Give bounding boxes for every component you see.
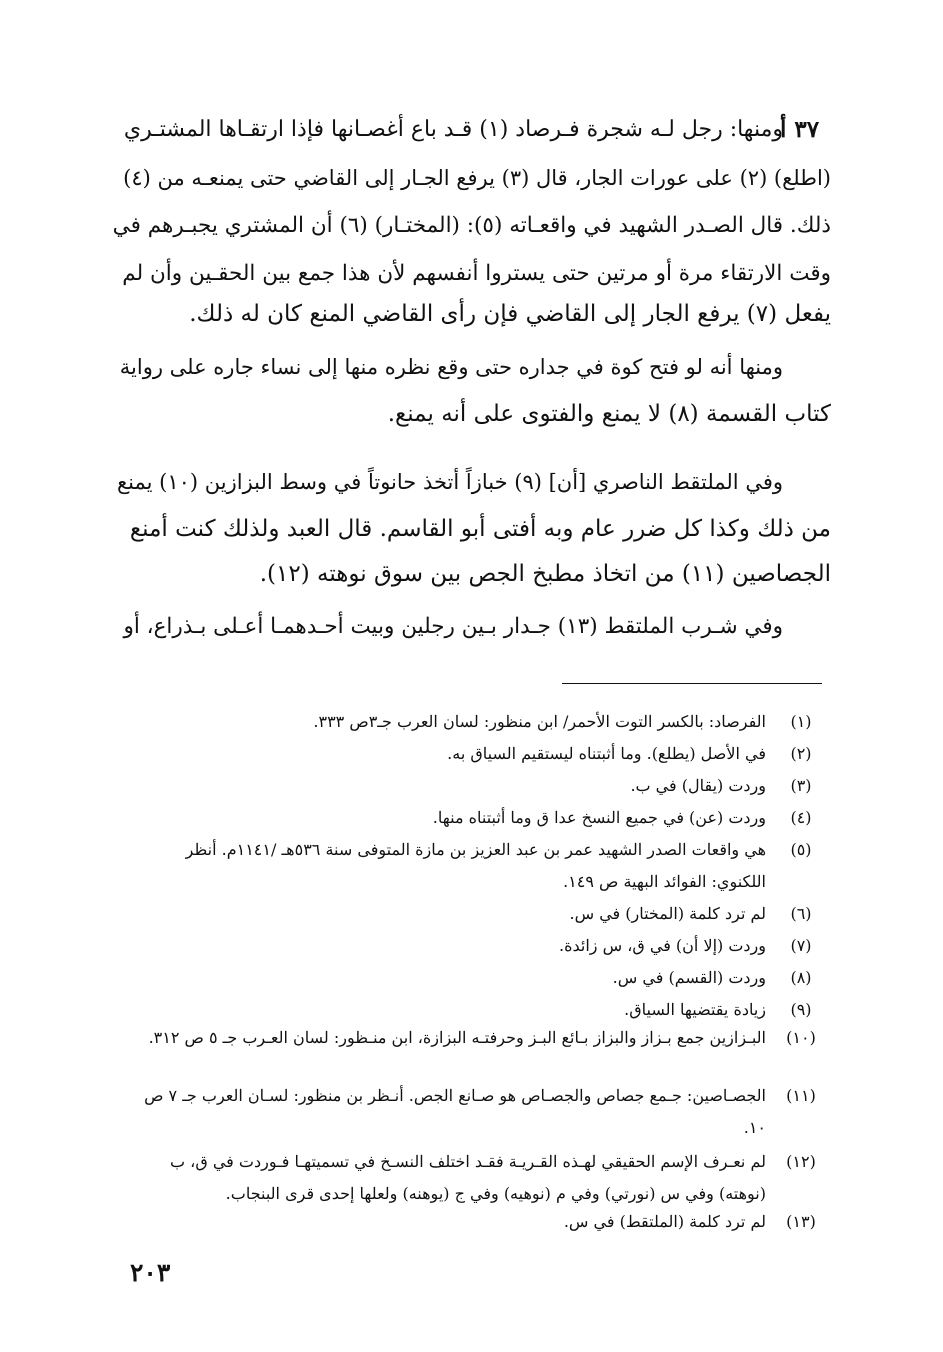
footnote-text: لم ترد كلمة (الملتقط) في س.: [563, 1212, 766, 1231]
footnote-text: الجصـاصين: جـمع جصاص والجصـاص هو صـانع الجص. أنـظر بن منظور: لسـان العرب جـ ٧ ص ١٠.: [144, 1086, 766, 1137]
footnote: [180, 898, 821, 930]
body-line: وقت الارتقاء مرة أو مرتين حتى يستروا أنفسهم لأن هذا جمع بين الحقـين وأن لم: [122, 261, 831, 286]
footnote-text: في الأصل (يطلع). وما أثبتناه ليستقيم السياق به.: [447, 744, 766, 763]
body-line: ومنها أنه لو فتح كوة في جداره حتى وقع نظره منها إلى نساء جاره على رواية: [119, 355, 783, 379]
footnote: [180, 930, 821, 962]
footnote-text: زيادة يقتضيها السياق.: [624, 1000, 766, 1019]
body-line: ذلك. قال الصـدر الشهيد في واقعـاته (٥): (المختـار) (٦) أن المشتري يجبـرهم في: [112, 213, 831, 238]
footnote-number: (٣): [790, 776, 812, 795]
footnote: [180, 962, 821, 994]
body-line: وفي الملتقط الناصري [أن] (٩) خبازاً أتخذ حانوتاً في وسط البزازين (١٠) يمنع: [116, 470, 783, 494]
footnote: [130, 1022, 821, 1054]
footnote-number: (٤): [790, 808, 812, 827]
body-line: يفعل (٧) يرفع الجار إلى القاضي فإن رأى القاضي المنع كان له ذلك.: [189, 301, 831, 327]
footnote-number: (٩): [790, 1000, 812, 1019]
footnote-number: (٨): [790, 968, 812, 987]
body-line: الجصاصين (١١) من اتخاذ مطبخ الجص بين سوق نوهته (١٢).: [259, 561, 831, 587]
body-line: (اطلع) (٢) على عورات الجار، قال (٣) يرفع الجـار إلى القاضي حتى يمنعـه من (٤): [123, 166, 831, 190]
footnote-text: الفرصاد: بالكسر التوت الأحمر/ ابن منظور: لسان العرب جـ٣ص ٣٣٣.: [313, 712, 766, 731]
footnote-text: لم نعـرف الإسم الحقيقي لهـذه القـريـة فقـد اختلف النسـخ في تسميتهـا فـوردت في ق، ب (نوهته) وفي س (نورتي) وفي م (نوهيه) وفي ج (يوهنه) ولعلها إحدى قرى البنجاب.: [170, 1152, 766, 1203]
footnote-number: (٥): [790, 840, 812, 859]
footnote-text: وردت (إلا أن) في ق، س زائدة.: [559, 936, 766, 955]
footnote-number: (٧): [790, 936, 812, 955]
body-line: ومنها: رجل لـه شجرة فـرصاد (١) قـد باع أغصـانها فإذا ارتقـاها المشتـري: [123, 117, 783, 142]
footnote-number: (١٠): [786, 1028, 816, 1047]
manuscript-folio-marker: ٣٧ أ: [780, 116, 820, 143]
footnote-number: (١٢): [786, 1152, 816, 1171]
footnote-separator: [562, 683, 822, 684]
body-line: من ذلك وكذا كل ضرر عام وبه أفتى أبو القاسم. قال العبد ولذلك كنت أمنع: [129, 516, 831, 542]
footnote-text: لم ترد كلمة (المختار) في س.: [569, 904, 766, 923]
body-line: وفي شـرب الملتقط (١٣) جـدار بـين رجلين وبيت أحـدهمـا أعـلى بـذراع، أو: [123, 614, 783, 639]
page-number: ٢٠٣: [130, 1258, 171, 1287]
footnote: [130, 1146, 821, 1210]
footnote-number: (٢): [790, 744, 812, 763]
footnote: [130, 1080, 821, 1144]
footnote-number: (١): [790, 712, 812, 731]
footnote-text: البـزازين جمع بـزاز والبزاز بـائع البـز وحرفتـه البزازة، ابن منـظور: لسان العـرب جـ ٥ ص ٣١٢.: [148, 1028, 766, 1047]
footnote-number: (١١): [786, 1086, 816, 1105]
footnote-text: وردت (يقال) في ب.: [630, 776, 766, 795]
body-line: كتاب القسمة (٨) لا يمنع والفتوى على أنه يمنع.: [387, 401, 831, 427]
footnote-number: (٦): [790, 904, 812, 923]
footnote: [180, 770, 821, 802]
footnote: [130, 834, 821, 898]
footnote: [180, 802, 821, 834]
footnote: [180, 706, 821, 738]
footnote-text: وردت (عن) في جميع النسخ عدا ق وما أثبتناه منها.: [432, 808, 766, 827]
footnote-text: وردت (القسم) في س.: [612, 968, 766, 987]
footnote-text: هي واقعات الصدر الشهيد عمر بن عبد العزيز بن مازة المتوفى سنة ٥٣٦هـ /١١٤١م. أنظر اللكنوي: الفوائد البهية ص ١٤٩.: [185, 840, 766, 891]
footnote: [180, 1206, 821, 1238]
footnote-number: (١٣): [786, 1212, 816, 1231]
footnote: [180, 738, 821, 770]
